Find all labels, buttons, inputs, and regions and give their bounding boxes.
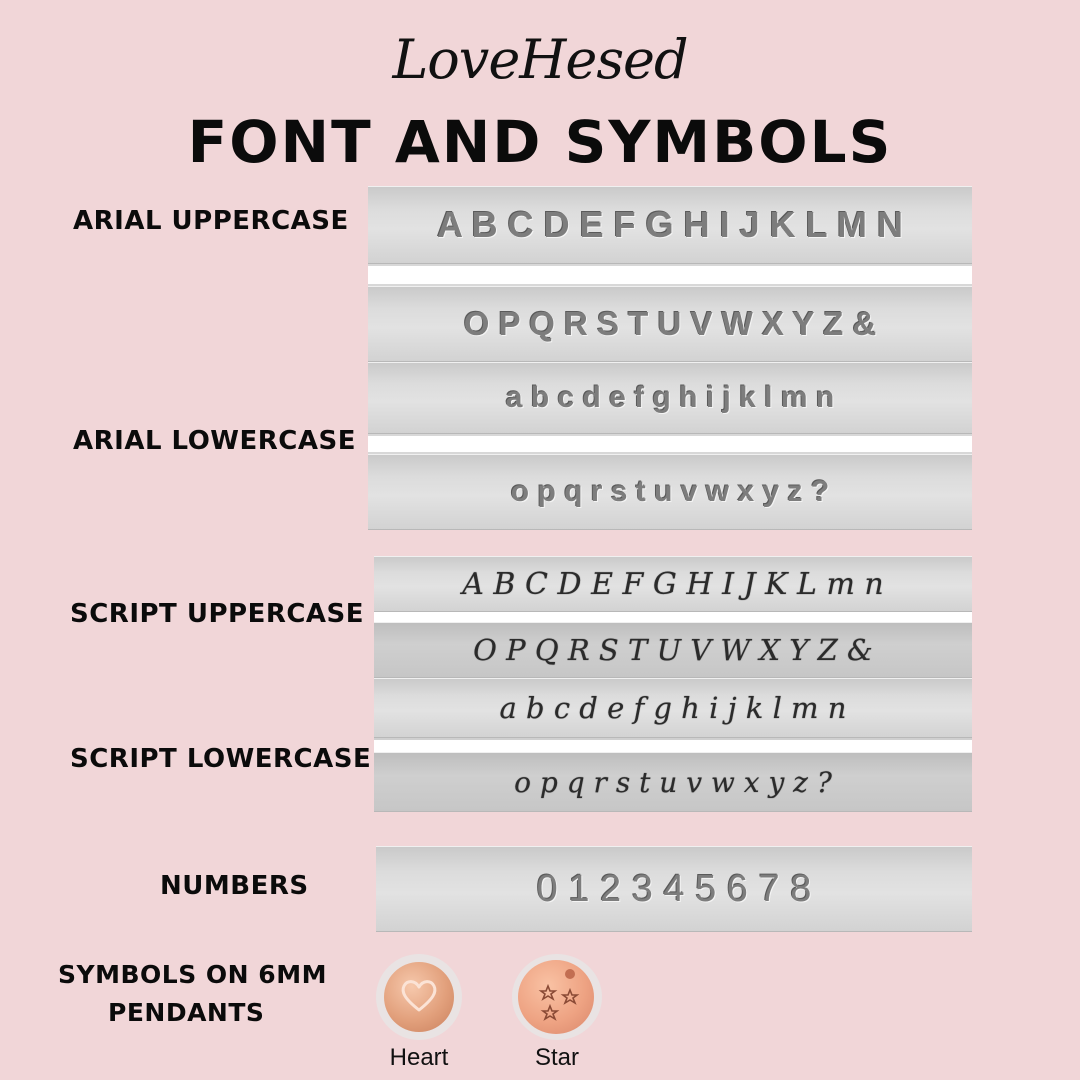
label-symbols-line1: SYMBOLS ON 6MM [58, 960, 327, 989]
star-pendant-backdrop [512, 954, 602, 1040]
script-lower-row-2: o p q r s t u v w x y z ? [514, 765, 832, 799]
arial-upper-row-1: A B C D E F G H I J K L M N [436, 204, 904, 245]
label-arial-uppercase: ARIAL UPPERCASE [73, 206, 349, 236]
arial-lower-plate-1 [368, 362, 972, 434]
star-pendant [518, 960, 594, 1034]
heart-icon [399, 977, 439, 1017]
script-upper-row-2: O P Q R S T U V W X Y Z & [473, 633, 873, 667]
script-lower-plate-1 [374, 678, 972, 738]
label-script-lowercase: SCRIPT LOWERCASE [70, 744, 372, 774]
script-upper-row-1: A B C D E F G H I J K L m n [462, 566, 884, 602]
arial-lower-row-2: o p q r s t u v w x y z ? [510, 475, 830, 508]
script-upper-plate-1 [374, 556, 972, 612]
heart-pendant-backdrop [376, 954, 462, 1040]
star-caption: Star [534, 1044, 579, 1071]
script-sample-panel [374, 556, 972, 812]
heart-pendant [384, 962, 454, 1032]
label-script-uppercase: SCRIPT UPPERCASE [70, 599, 365, 629]
divider [368, 266, 972, 284]
brand-logo: LoveHesed [392, 28, 688, 91]
arial-upper-plate-1 [368, 186, 972, 264]
heart-caption: Heart [389, 1044, 449, 1071]
arial-upper-row-2: O P Q R S T U V W X Y Z & [463, 305, 877, 342]
numbers-plate [376, 846, 972, 932]
arial-sample-panel [368, 186, 972, 530]
page-title: FONT AND SYMBOLS [187, 108, 893, 176]
label-symbols-line2: PENDANTS [108, 998, 265, 1027]
arial-lower-plate-2 [368, 454, 972, 530]
numbers-row: 0 1 2 3 4 5 6 7 8 [536, 867, 812, 910]
arial-upper-plate-2 [368, 286, 972, 362]
arial-lower-row-1: a b c d e f g h i j k l m n [505, 381, 835, 414]
script-lower-row-1: a b c d e f g h i j k l m n [499, 691, 847, 725]
divider [374, 612, 972, 622]
script-upper-plate-2 [374, 622, 972, 678]
star-icon [526, 966, 586, 1028]
script-lower-plate-2 [374, 752, 972, 812]
label-numbers: NUMBERS [160, 871, 309, 901]
divider [374, 740, 972, 752]
label-arial-lowercase: ARIAL LOWERCASE [73, 426, 356, 456]
divider [368, 436, 972, 452]
